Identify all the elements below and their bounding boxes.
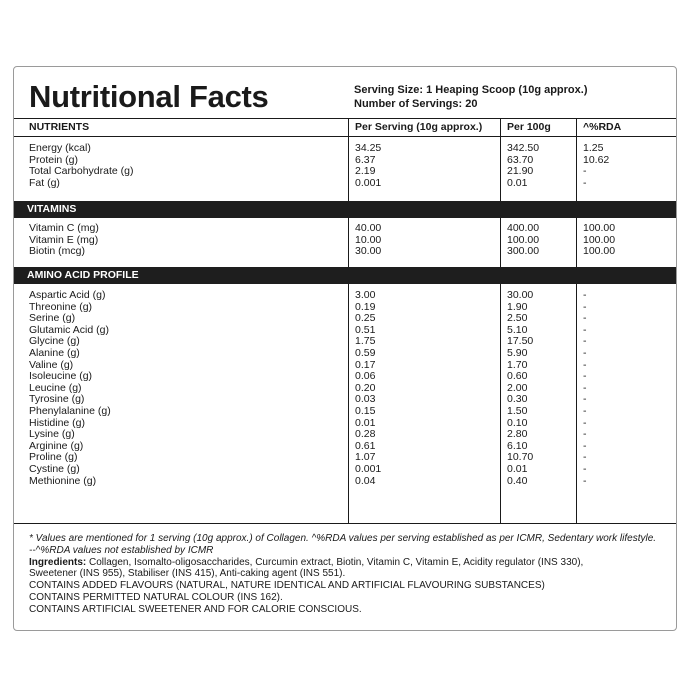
per-100g-value: 1.90 [507, 300, 528, 313]
ingredients-text: Collagen, Isomalto-oligosaccharides, Curcumin extract, Biotin, Vitamin C, Vitamin E, Acidity regulator (INS 330), [86, 556, 584, 568]
per-100g-value: 0.60 [507, 370, 528, 383]
nutrient-name: Aspartic Acid (g) [29, 289, 106, 301]
per-serving-value: 0.20 [355, 381, 376, 394]
rda-value: - [583, 346, 587, 359]
nutrient-name: Fat (g) [29, 176, 60, 189]
table-row [14, 166, 676, 178]
rda-value: - [583, 462, 587, 475]
per-100g-value: 1.70 [507, 358, 528, 371]
table-row [14, 290, 676, 302]
rda-value: - [583, 312, 587, 325]
table-row [14, 371, 676, 383]
per-100g-value: 63.70 [507, 153, 534, 166]
per-100g-value: 0.01 [507, 462, 528, 475]
rda-value: - [583, 289, 587, 301]
rda-value: - [583, 176, 587, 189]
per-serving-value: 0.04 [355, 474, 376, 487]
rda-value: - [583, 165, 587, 178]
per-serving-value: 0.17 [355, 358, 376, 371]
table-row [14, 476, 676, 488]
rda-value: - [583, 370, 587, 383]
per-100g-value: 342.50 [507, 142, 540, 154]
nutrition-panel [13, 66, 677, 631]
nutrient-name: Tyrosine (g) [29, 393, 85, 406]
table-row [14, 235, 676, 247]
nutrient-name: Energy (kcal) [29, 142, 91, 154]
per-serving-value: 0.15 [355, 404, 376, 417]
per-serving-value: 0.51 [355, 323, 376, 336]
per-serving-value: 10.00 [355, 233, 382, 246]
nutrient-name: Serine (g) [29, 312, 76, 325]
ingredients-label: Ingredients: [29, 556, 87, 568]
nutrient-name: Lysine (g) [29, 428, 75, 441]
rda-value: 10.62 [583, 153, 610, 166]
table-row [14, 429, 676, 441]
per-100g-value: 2.00 [507, 381, 528, 394]
table-row [14, 464, 676, 476]
per-100g-value: 400.00 [507, 222, 540, 234]
rda-value: - [583, 381, 587, 394]
nutrients-section [14, 143, 676, 189]
nutrient-name: Glutamic Acid (g) [29, 323, 109, 336]
footnote-values: * Values are mentioned for 1 serving (10g approx.) of Collagen. ^%RDA values per serving established as per ICMR, Sedentary work lifestyle. [29, 533, 657, 544]
per-serving-value: 0.001 [355, 462, 382, 475]
nutrient-name: Protein (g) [29, 153, 79, 166]
table-row [14, 143, 676, 155]
per-100g-value: 21.90 [507, 165, 534, 178]
section-heading-label: VITAMINS [27, 203, 77, 215]
column-header-nutrients: NUTRIENTS [29, 121, 90, 133]
contains-sweetener: CONTAINS ARTIFICIAL SWEETENER AND FOR CALORIE CONSCIOUS. [29, 603, 362, 615]
table-row [14, 418, 676, 430]
per-serving-value: 0.59 [355, 346, 376, 359]
vitamins-section [14, 223, 676, 258]
nutrient-name: Threonine (g) [29, 300, 93, 313]
per-serving-value: 0.001 [355, 176, 382, 189]
table-row [14, 302, 676, 314]
per-serving-value: 0.28 [355, 428, 376, 441]
per-100g-value: 10.70 [507, 451, 534, 464]
nutrient-name: Histidine (g) [29, 416, 86, 429]
per-100g-value: 0.40 [507, 474, 528, 487]
section-heading-label: AMINO ACID PROFILE [27, 269, 139, 281]
per-100g-value: 2.80 [507, 428, 528, 441]
nutrient-name: Arginine (g) [29, 439, 84, 452]
per-serving-value: 0.19 [355, 300, 376, 313]
nutrient-name: Leucine (g) [29, 381, 82, 394]
table-row [14, 313, 676, 325]
column-header-per-100g: Per 100g [507, 121, 551, 133]
rda-value: 100.00 [583, 245, 616, 258]
column-header-per-serving: Per Serving (10g approx.) [355, 121, 483, 133]
per-serving-value: 1.75 [355, 335, 376, 348]
nutrient-name: Glycine (g) [29, 335, 80, 348]
serving-info [354, 83, 588, 111]
per-serving-value: 2.19 [355, 165, 376, 178]
footnote-rda: --^%RDA values not established by ICMR [29, 544, 214, 556]
per-100g-value: 6.10 [507, 439, 528, 452]
page-title: Nutritional Facts [29, 79, 269, 114]
table-row [14, 325, 676, 337]
per-100g-value: 1.50 [507, 404, 528, 417]
rda-value: - [583, 404, 587, 417]
per-100g-value: 5.10 [507, 323, 528, 336]
table-row [14, 394, 676, 406]
table-row [14, 336, 676, 348]
per-serving-value: 34.25 [355, 142, 382, 154]
rda-value: - [583, 416, 587, 429]
per-100g-value: 5.90 [507, 346, 528, 359]
per-serving-value: 0.61 [355, 439, 376, 452]
nutrient-name: Isoleucine (g) [29, 370, 93, 383]
per-100g-value: 2.50 [507, 312, 528, 325]
table-row [14, 441, 676, 453]
table-row [14, 223, 676, 235]
nutrient-name: Vitamin E (mg) [29, 233, 99, 246]
rda-value: - [583, 439, 587, 452]
per-serving-value: 30.00 [355, 245, 382, 258]
nutrient-name: Vitamin C (mg) [29, 222, 99, 234]
servings-count: Number of Servings: 20 [354, 98, 478, 110]
table-row [14, 383, 676, 395]
nutrient-name: Alanine (g) [29, 346, 80, 359]
ingredients-line [29, 557, 666, 569]
nutrient-name: Total Carbohydrate (g) [29, 165, 134, 178]
table-row [14, 178, 676, 190]
rda-value: 1.25 [583, 142, 604, 154]
nutrient-name: Valine (g) [29, 358, 74, 371]
rda-value: - [583, 474, 587, 487]
per-100g-value: 0.30 [507, 393, 528, 406]
rda-value: - [583, 358, 587, 371]
table-bottom-rule [14, 523, 676, 524]
rda-value: - [583, 393, 587, 406]
per-serving-value: 0.25 [355, 312, 376, 325]
rda-value: - [583, 300, 587, 313]
rda-value: 100.00 [583, 222, 616, 234]
ingredients-continued: Sweetener (INS 955), Stabiliser (INS 415), Anti-caking agent (INS 551). [29, 568, 346, 580]
per-serving-value: 0.03 [355, 393, 376, 406]
amino-acid-section [14, 290, 676, 487]
rda-value: - [583, 428, 587, 441]
nutrient-name: Biotin (mcg) [29, 245, 86, 258]
amino-acid-heading [14, 267, 676, 284]
contains-colour: CONTAINS PERMITTED NATURAL COLOUR (INS 162). [29, 591, 283, 603]
per-serving-value: 0.01 [355, 416, 376, 429]
contains-flavours: CONTAINS ADDED FLAVOURS (NATURAL, NATURE IDENTICAL AND ARTIFICIAL FLAVOURING SUBSTANCES) [29, 580, 545, 592]
table-row [14, 348, 676, 360]
nutrient-name: Cystine (g) [29, 462, 80, 475]
serving-size: Serving Size: 1 Heaping Scoop (10g approx.) [354, 84, 588, 96]
per-100g-value: 0.10 [507, 416, 528, 429]
footnotes [29, 533, 666, 616]
per-100g-value: 100.00 [507, 233, 540, 246]
per-serving-value: 0.06 [355, 370, 376, 383]
table-row [14, 452, 676, 464]
per-serving-value: 3.00 [355, 289, 376, 301]
per-serving-value: 6.37 [355, 153, 376, 166]
table-row [14, 360, 676, 372]
nutrient-name: Phenylalanine (g) [29, 404, 111, 417]
table-row [14, 246, 676, 258]
per-serving-value: 40.00 [355, 222, 382, 234]
rda-value: - [583, 451, 587, 464]
nutrient-name: Proline (g) [29, 451, 78, 464]
nutrient-name: Methionine (g) [29, 474, 97, 487]
rda-value: 100.00 [583, 233, 616, 246]
table-row [14, 406, 676, 418]
per-100g-value: 30.00 [507, 289, 534, 301]
per-100g-value: 0.01 [507, 176, 528, 189]
vitamins-heading [14, 201, 676, 218]
column-header-rda: ^%RDA [583, 121, 622, 133]
per-100g-value: 17.50 [507, 335, 534, 348]
rda-value: - [583, 323, 587, 336]
per-serving-value: 1.07 [355, 451, 376, 464]
rda-value: - [583, 335, 587, 348]
per-100g-value: 300.00 [507, 245, 540, 258]
